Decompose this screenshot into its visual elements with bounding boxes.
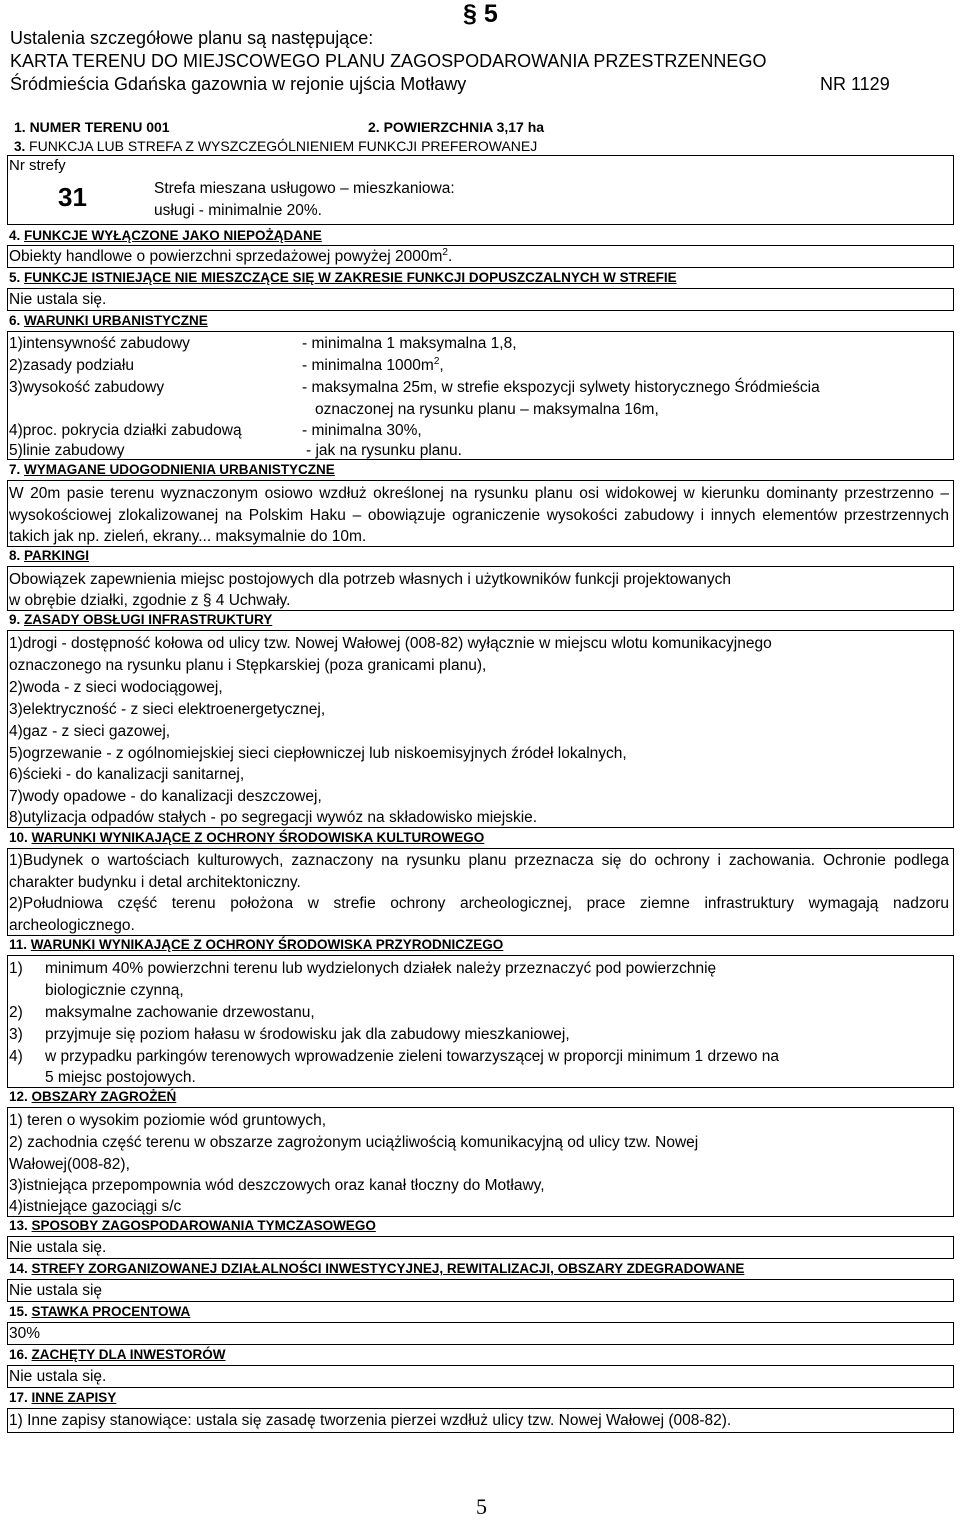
nature-item-text: w przypadku parkingów terenowych wprowadzenie zieleni towarzyszącej w proporcji minimum 1 drzewo na [45, 1048, 779, 1065]
section-4-body: Obiekty handlowe o powierzchni sprzedażowej powyżej 2000m [9, 248, 443, 265]
hazard-line: Wałowej(008-82), [9, 1156, 130, 1173]
infra-line: oznaczonego na rysunku planu i Stępkarskiej (poza granicami planu), [9, 657, 487, 674]
section-6-heading [9, 313, 208, 329]
section-16-title: ZACHĘTY DLA INWESTORÓW [31, 1347, 226, 1362]
infra-line: 3)elektryczność - z sieci elektroenergetycznej, [9, 701, 326, 718]
section-8-heading [9, 548, 89, 564]
section-5-heading [9, 270, 677, 286]
urban-division-tail: , [439, 357, 444, 374]
section-10-number: 10. [9, 830, 28, 845]
section-13-text: Nie ustala się. [9, 1239, 107, 1256]
section-3-title: FUNKCJA LUB STREFA Z WYSZCZEGÓLNIENIEM FUNKCJI PREFEROWANEJ [29, 138, 538, 154]
infra-line: 6)ścieki - do kanalizacji sanitarnej, [9, 766, 245, 783]
section-11-title: WARUNKI WYNIKAJĄCE Z OCHRONY ŚRODOWISKA PRZYRODNICZEGO [30, 937, 504, 952]
urban-height-value: - maksymalna 25m, w strefie ekspozycji sylwety historycznego Śródmieścia [302, 379, 820, 396]
nature-item-text: przyjmuje się poziom hałasu w środowisku jak dla zabudowy mieszkaniowej, [45, 1026, 570, 1043]
section-12-box [7, 1107, 954, 1217]
section-4-heading [9, 228, 322, 244]
urban-lines-value: - jak na rysunku planu. [306, 442, 462, 459]
section-13-box [7, 1236, 954, 1259]
section-8-box [7, 566, 954, 611]
location-title: Śródmieścia Gdańska gazownia w rejonie ujścia Motławy [10, 74, 467, 94]
section-13-heading [9, 1218, 376, 1234]
section-mark: § 5 [463, 0, 498, 28]
infra-line: 4)gaz - z sieci gazowej, [9, 723, 171, 740]
section-5-box [7, 288, 954, 311]
section-17-title: INNE ZAPISY [31, 1390, 117, 1405]
hazard-line: 1) teren o wysokim poziomie wód gruntowych, [9, 1112, 327, 1129]
section-5-text: Nie ustala się. [9, 291, 107, 308]
section-4-sup: 2 [442, 246, 448, 258]
section-8-title: PARKINGI [24, 548, 90, 563]
section-12-title: OBSZARY ZAGROŻEŃ [31, 1089, 177, 1104]
infra-line: 7)wody opadowe - do kanalizacji deszczowej, [9, 788, 322, 805]
zone-line-1: Strefa mieszana usługowo – mieszkaniowa: [154, 180, 455, 197]
section-4-title: FUNKCJE WYŁĄCZONE JAKO NIEPOŻĄDANE [24, 228, 322, 243]
section-15-number: 15. [9, 1304, 28, 1319]
urban-intensity-value: - minimalna 1 maksymalna 1,8, [302, 335, 517, 352]
urban-intensity-label: 1)intensywność zabudowy [9, 335, 190, 352]
nature-item-number: 4) [9, 1048, 23, 1065]
nature-item-text: minimum 40% powierzchni terenu lub wydzielonych działek należy przeznaczyć pod powierzchnię [45, 960, 717, 977]
section-16-heading [9, 1347, 226, 1363]
urban-division-label: 2)zasady podziału [9, 357, 134, 374]
section-13-number: 13. [9, 1218, 28, 1233]
terrain-number: 1. NUMER TERENU 001 [14, 119, 170, 135]
zone-line-2: usługi - minimalnie 20%. [154, 202, 322, 219]
section-6-box [7, 331, 954, 460]
section-10-heading [9, 830, 484, 846]
section-14-title: STREFY ZORGANIZOWANEJ DZIAŁALNOŚCI INWESTYCYJNEJ, REWITALIZACJI, OBSZARY ZDEGRADOWANE [31, 1261, 745, 1276]
section-17-heading [9, 1390, 116, 1406]
infra-line: 5)ogrzewanie - z ogólnomiejskiej sieci ciepłowniczej lub niskoemisyjnych źródeł lokalnych, [9, 745, 627, 762]
zone-label: Nr strefy [9, 157, 66, 174]
terrain-area: 2. POWIERZCHNIA 3,17 ha [368, 119, 545, 135]
section-7-number: 7. [9, 462, 21, 477]
section-9-box [7, 630, 954, 828]
zone-box [7, 155, 954, 225]
section-12-number: 12. [9, 1089, 28, 1104]
section-9-title: ZASADY OBSŁUGI INFRASTRUKTURY [24, 612, 273, 627]
urban-height-value-2: oznaczonej na rysunku planu – maksymalna 16m, [315, 401, 659, 418]
section-6-title: WARUNKI URBANISTYCZNE [24, 313, 208, 328]
urban-coverage-value: - minimalna 30%, [302, 422, 422, 439]
section-14-heading [9, 1261, 744, 1277]
section-16-box [7, 1365, 954, 1388]
section-10-title: WARUNKI WYNIKAJĄCE Z OCHRONY ŚRODOWISKA KULTUROWEGO [31, 830, 485, 845]
section-9-number: 9. [9, 612, 21, 627]
urban-coverage-label: 4)proc. pokrycia działki zabudową [9, 422, 242, 439]
section-11-box [7, 955, 954, 1088]
section-3-number: 3. [14, 139, 26, 154]
parking-line-2: w obrębie działki, zgodnie z § 4 Uchwały. [9, 592, 291, 609]
urban-lines-label: 5)linie zabudowy [9, 442, 125, 459]
infra-line: 2)woda - z sieci wodociągowej, [9, 679, 223, 696]
nature-item-text-cont: 5 miejsc postojowych. [45, 1069, 196, 1086]
section-7-heading [9, 462, 335, 478]
urban-division-value [302, 355, 444, 377]
section-15-title: STAWKA PROCENTOWA [31, 1304, 191, 1319]
section-4-tail: . [447, 248, 453, 265]
section-15-text: 30% [9, 1325, 41, 1342]
nature-item-text-cont: biologicznie czynną, [45, 982, 184, 999]
section-14-text: Nie ustala się [9, 1282, 103, 1299]
hazard-line: 3)istniejąca przepompownia wód deszczowych oraz kanał tłoczny do Motławy, [9, 1177, 545, 1194]
card-title: KARTA TERENU DO MIEJSCOWEGO PLANU ZAGOSPODAROWANIA PRZESTRZENNEGO [10, 51, 767, 71]
urban-division-sup: 2 [433, 355, 440, 367]
section-17-number: 17. [9, 1390, 28, 1405]
section-11-heading [9, 937, 503, 953]
section-4-box [7, 245, 954, 268]
section-14-number: 14. [9, 1261, 28, 1276]
section-13-title: SPOSOBY ZAGOSPODAROWANIA TYMCZASOWEGO [31, 1218, 376, 1233]
section-17-text: 1) Inne zapisy stanowiące: ustala się zasadę tworzenia pierzei wzdłuż ulicy tzw. Nowej Wałowej (008-82). [9, 1412, 732, 1429]
section-7-text: W 20m pasie terenu wyznaczonym osiowo wzdłuż określonej na rysunku planu osi widokowej w kierunku dominanty przestrzenno – wysokościowej zlokalizowanej na Polskim Haku – obowiązuje ograniczenie wysokości zabudowy i innych elementów przestrzennych takich jak np. zieleń, ekrany... maksymalnie do 10m. [9, 485, 949, 546]
section-11-number: 11. [9, 937, 28, 952]
hazard-line: 2) zachodnia część terenu w obszarze zagrożonym uciążliwością komunikacyjną od ulicy tzw. Nowej [9, 1134, 699, 1151]
section-4-number: 4. [9, 228, 21, 243]
infra-line: 1)drogi - dostępność kołowa od ulicy tzw. Nowej Wałowej (008-82) wyłącznie w miejscu wlotu komunikacyjnego [9, 635, 772, 652]
section-15-heading [9, 1304, 190, 1320]
section-16-text: Nie ustala się. [9, 1368, 107, 1385]
section-16-number: 16. [9, 1347, 28, 1362]
nature-item-number: 2) [9, 1004, 23, 1021]
section-3-heading [14, 138, 537, 155]
infra-line: 8)utylizacja odpadów stałych - po segregacji wywóz na składowisko miejskie. [9, 809, 538, 826]
card-number: NR 1129 [820, 74, 890, 94]
hazard-line: 4)istniejące gazociągi s/c [9, 1198, 182, 1215]
section-14-box [7, 1279, 954, 1302]
nature-item-number: 1) [9, 960, 23, 977]
urban-division-text: - minimalna 1000m [302, 357, 434, 374]
section-7-title: WYMAGANE UDOGODNIENIA URBANISTYCZNE [24, 462, 335, 477]
section-12-heading [9, 1089, 176, 1105]
zone-number: 31 [58, 182, 87, 212]
section-8-number: 8. [9, 548, 21, 563]
nature-item-text: maksymalne zachowanie drzewostanu, [45, 1004, 315, 1021]
section-15-box [7, 1322, 954, 1345]
culture-paragraph-1: 1)Budynek o wartościach kulturowych, zaznaczony na rysunku planu przeznacza się do ochrony i zachowania. Ochronie podlega charakter budynku i detal architektoniczny. [9, 852, 949, 891]
parking-line-1: Obowiązek zapewnienia miejsc postojowych dla potrzeb własnych i użytkowników funkcji projektowanych [9, 571, 731, 588]
urban-height-label: 3)wysokość zabudowy [9, 379, 165, 396]
nature-item-number: 3) [9, 1026, 23, 1043]
section-4-text [9, 246, 452, 268]
section-9-heading [9, 612, 272, 628]
section-5-title: FUNKCJE ISTNIEJĄCE NIE MIESZCZĄCE SIĘ W ZAKRESIE FUNKCJI DOPUSZCZALNYCH W STREFIE [24, 270, 677, 285]
intro-text: Ustalenia szczegółowe planu są następujące: [10, 28, 374, 48]
section-5-number: 5. [9, 270, 21, 285]
page-number: 5 [476, 1494, 487, 1519]
culture-paragraph-2: 2)Południowa część terenu położona w strefie ochrony archeologicznej, prace ziemne infrastruktury wymagają nadzoru archeologicznego. [9, 895, 949, 934]
section-17-box [7, 1408, 954, 1433]
section-6-number: 6. [9, 313, 21, 328]
